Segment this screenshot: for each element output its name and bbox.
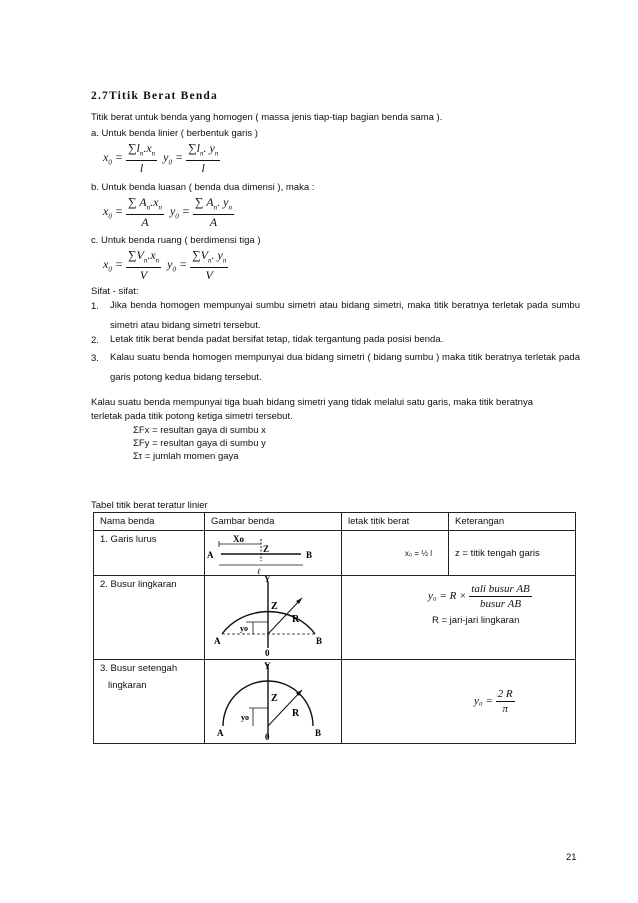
sifat-item-2: Letak titik berat benda padat bersifat tetap, tidak tergantung pada posisi benda. xyxy=(110,334,444,345)
arc-figure xyxy=(205,576,341,658)
svg-text:Z: Z xyxy=(263,544,270,554)
svg-text:A: A xyxy=(207,550,214,560)
row-note: z = titik tengah garis xyxy=(449,531,576,576)
svg-text:B: B xyxy=(316,636,323,646)
sum-fy: ΣFy = resultan gaya di sumbu y xyxy=(133,438,266,449)
case-b-label: b. Untuk benda luasan ( benda dua dimensi ), maka : xyxy=(91,182,315,193)
header-figure: Gambar benda xyxy=(205,513,342,531)
case-a-label: a. Untuk benda linier ( berbentuk garis ) xyxy=(91,128,258,139)
centroid-table xyxy=(93,512,576,744)
sifat-item-3: Kalau suatu benda homogen mempunyai dua bidang simetri ( bidang sumbu ) maka titik beratnya terletak pada garis potong kedua bidang tersebut. xyxy=(110,352,580,383)
paragraph-line-1: Kalau suatu benda mempunyai tiga buah bidang simetri yang tidak melalui satu garis, maka titik beratnya xyxy=(91,397,534,408)
sifat-item-1: Jika benda homogen mempunyai sumbu simetri atau bidang simetri, maka titik beratnya terletak pada sumbu simetri atau bidang simetri tersebut. xyxy=(110,300,580,331)
svg-text:A: A xyxy=(214,636,221,646)
section-title: 2.7Titik Berat Benda xyxy=(91,90,218,102)
arc-formula: y₀ = R × $\frac{\text{tali busur AB}}{\text{busur AB}}$ xyxy=(428,583,530,610)
figure-cell xyxy=(205,576,342,660)
paragraph-line-2: terletak pada titik potong ketiga simetri tersebut. xyxy=(91,411,293,422)
sifat-label: Sifat - sifat: xyxy=(91,286,139,297)
formula-linear: $x_0$ = $\frac{\sum l_n.x_n}{l}$ $y_0$ = $\frac{\sum l_n. y_n}{l}$ xyxy=(103,141,219,176)
svg-text:R: R xyxy=(292,708,300,719)
table-row xyxy=(94,660,576,744)
figure-cell xyxy=(205,531,342,576)
sum-fx: ΣFx = resultan gaya di sumbu x xyxy=(133,425,266,436)
semicircle-formula: y₀ = $\frac{2 R}{\pi}$ xyxy=(474,688,513,715)
intro-text: Titik berat untuk benda yang homogen ( massa jenis tiap-tiap bagian benda sama ). xyxy=(91,112,443,123)
page-number: 21 xyxy=(566,852,577,863)
row-name: 1. Garis lurus xyxy=(94,531,205,576)
row-name: 3. Busur setengah lingkaran xyxy=(94,660,205,744)
svg-text:B: B xyxy=(306,550,313,560)
table-row xyxy=(94,576,576,660)
straight-line-figure xyxy=(205,531,341,575)
svg-text:Y: Y xyxy=(264,661,271,671)
svg-text:B: B xyxy=(315,728,322,738)
sifat-num-2: 2. xyxy=(91,335,99,346)
svg-text:Z: Z xyxy=(271,693,278,704)
formula-cell xyxy=(342,576,576,660)
arc-note: R = jari-jari lingkaran xyxy=(432,615,520,626)
table-row xyxy=(94,531,576,576)
svg-text:Xo: Xo xyxy=(233,534,244,544)
svg-text:Z: Z xyxy=(271,601,278,612)
svg-text:0: 0 xyxy=(265,648,270,658)
svg-text:R: R xyxy=(292,614,300,625)
figure-cell xyxy=(205,660,342,744)
table-caption: Tabel titik berat teratur linier xyxy=(91,500,208,511)
row-name: 2. Busur lingkaran xyxy=(94,576,205,660)
header-note: Keterangan xyxy=(449,513,576,531)
svg-text:0: 0 xyxy=(265,732,270,742)
sum-moment: Στ = jumlah momen gaya xyxy=(133,451,239,462)
sifat-num-3: 3. xyxy=(91,353,99,364)
sifat-num-1: 1. xyxy=(91,301,99,312)
header-name: Nama benda xyxy=(94,513,205,531)
svg-text:ℓ: ℓ xyxy=(257,567,261,575)
svg-text:yo: yo xyxy=(240,624,248,633)
svg-text:Y: Y xyxy=(264,576,271,584)
case-c-label: c. Untuk benda ruang ( berdimensi tiga ) xyxy=(91,235,261,246)
svg-text:yo: yo xyxy=(241,713,249,722)
formula-area: $x_0$ = $\frac{\sum A_n.x_n}{A}$ $y_0$ = $\frac{\sum A_n. y_n}{A}$ xyxy=(103,195,232,230)
formula-cell xyxy=(342,660,576,744)
svg-text:A: A xyxy=(217,728,224,738)
semicircle-figure xyxy=(205,660,341,742)
formula-cell: x₀ = ½ l xyxy=(342,531,449,576)
table-header-row xyxy=(94,513,576,531)
formula-volume: $x_0$ = $\frac{\sum V_n.x_n}{V}$ $y_0$ = $\frac{\sum V_n. y_n}{V}$ xyxy=(103,248,227,283)
header-position: letak titik berat xyxy=(342,513,449,531)
